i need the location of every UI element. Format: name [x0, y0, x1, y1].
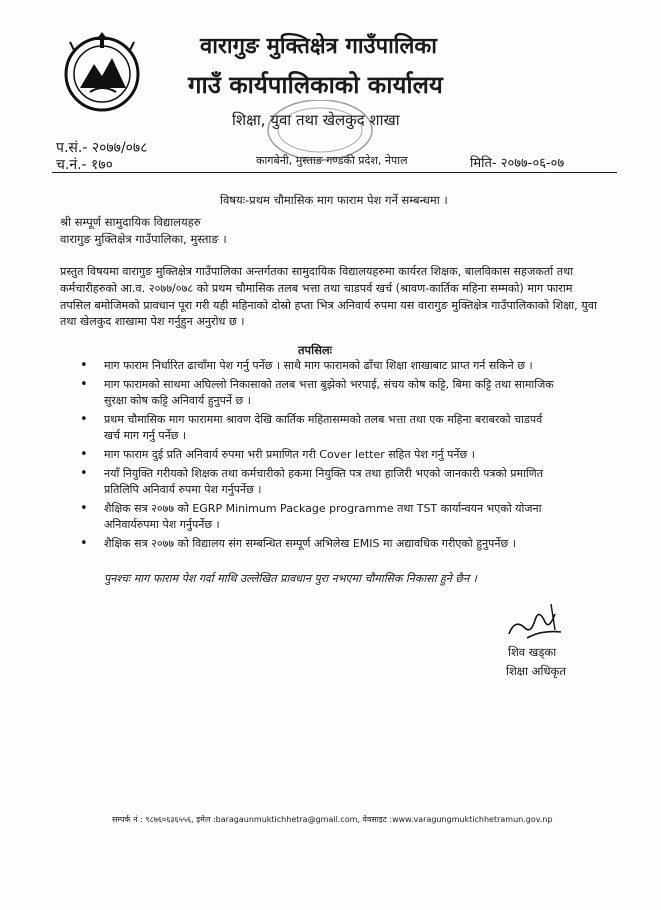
list-item-text: शैक्षिक सत्र २०७७ को विद्यालय संग सम्बन्धित सम्पूर्ण अभिलेख EMIS मा अद्यावधिक गरीएको हुनुपर्नेछ ।: [104, 537, 516, 550]
list-item: [80, 412, 560, 444]
bullet-icon: •: [80, 377, 88, 392]
bullet-icon: •: [80, 466, 88, 481]
signature: [505, 600, 565, 642]
list-item: [80, 466, 560, 498]
list-item-text: माग फारामको साथमा अघिल्लो निकासाको तलब भत्ता बुझेको भरपाई, संचय कोष कट्टि, बिमा कट्टि तथा सामाजिक सुरक्षा कोष कट्टि अनिवार्य हुनुपर्ने छ ।: [104, 378, 554, 407]
reference-number: प.सं.- २०७७/०७८: [56, 140, 148, 156]
organization-name: वारागुङ मुक्तिक्षेत्र गाउँपालिका: [200, 34, 437, 59]
letter-subject: विषयः-प्रथम चौमासिक माग फाराम पेश गर्ने सम्बन्धमा ।: [220, 193, 448, 207]
office-address: कागबेनी, मुस्ताङ गण्डकी प्रदेश, नेपाल: [256, 154, 408, 167]
header-divider: [52, 172, 617, 173]
bullet-icon: •: [80, 501, 88, 516]
list-item-text: नयाँ नियुक्ति गरीयको शिक्षक तथा कर्मचारीको हकमा नियुक्ति पत्र तथा हाजिरी भएको जानकारी पत्रको प्रमाणित प्रतिलिपि अनिवार्य रुपमा पेश गर्नुपर्नेछ ।: [104, 467, 543, 496]
list-item: [80, 358, 560, 374]
office-seal-stamp: [250, 100, 380, 170]
recipient-line-2: वारागुङ मुक्तिक्षेत्र गाउँपालिका, मुस्ताङ ।: [60, 232, 227, 246]
list-item: [80, 377, 560, 409]
list-item: [80, 447, 560, 463]
recipient-line-1: श्री सम्पूर्ण सामुदायिक विद्यालयहरु: [60, 215, 201, 229]
list-item-text: शैक्षिक सत्र २०७७ को EGRP Minimum Package programme तथा TST कार्यान्वयन भएको योजना अनिवार्यरुपमा पेश गर्नुपर्नेछ ।: [104, 502, 542, 531]
tapsil-heading: तपसिलः: [298, 343, 332, 357]
municipality-emblem: [60, 30, 144, 114]
list-item: [80, 536, 560, 552]
postscript: पुनश्चः माग फाराम पेश गर्दा माथि उल्लेखित प्रावधान पुरा नभएमा चौमासिक निकासा हुने छैन ।: [104, 572, 477, 585]
office-name: गाउँ कार्यपालिकाको कार्यालय: [188, 71, 443, 99]
bullet-icon: •: [80, 447, 88, 462]
list-item-text: माग फाराम निर्धारित ढाचाँमा पेश गर्नु पर्नेछ । साथै माग फारामको ढाँचा शिक्षा शाखाबाट प्राप्त गर्न सकिने छ ।: [104, 359, 533, 372]
letter-date: मिति- २०७७-०६-०७: [470, 156, 565, 171]
bullet-icon: •: [80, 358, 88, 373]
letter-body: प्रस्तुत विषयमा वारागुङ मुक्तिक्षेत्र गाउँपालिका अन्तर्गतका सामुदायिक विद्यालयहरुमा कार्यरत शिक्षक, बालविकास सहजकर्ता तथा कर्मचारीहरुको आ.व. २०७७/०७८ को प्रथम चौमासिक तलब भत्ता तथा चाडपर्व खर्च (श्रावण-कार्तिक महिना सम्मको) माग फाराम तपसिल बमोजिमको प्रावधान पूरा गरी यही महिनाको दोस्रो हप्ता भित्र अनिवार्य रुपमा यस वारागुङ मुक्तिक्षेत्र गाउँपालिकाको शिक्षा, युवा तथा खेलकुद शाखामा पेश गर्नुहुन अनुरोध छ ।: [60, 265, 597, 329]
list-item: [80, 501, 560, 533]
signatory-name: शिव खड्का: [508, 645, 557, 659]
dispatch-number: च.नं.- १७०: [56, 157, 113, 173]
list-item-text: प्रथम चौमासिक माग फाराममा श्रावण देखि कार्तिक महितासम्मको तलब भत्ता तथा एक महिना बराबरको चाडपर्व खर्च माग गर्नु पर्नेछ ।: [104, 413, 543, 442]
footer-contact: सम्पर्क नं : ९८७६०६३६५५६, इमेल :baragaunmuktichhetra@gmail.com, वेवसाइट :www.varagungmuktichhetramun.gov.np: [112, 815, 553, 824]
bullet-icon: •: [80, 536, 88, 551]
bullet-icon: •: [80, 412, 88, 427]
branch-name: शिक्षा, युवा तथा खेलकुद शाखा: [232, 111, 400, 129]
requirement-list: [80, 358, 560, 555]
list-item-text: माग फाराम दुई प्रति अनिवार्य रुपमा भरी प्रमाणित गरी Cover letter सहित पेश गर्नु पर्नेछ ।: [104, 448, 475, 461]
signatory-title: शिक्षा अधिकृत: [506, 664, 566, 678]
